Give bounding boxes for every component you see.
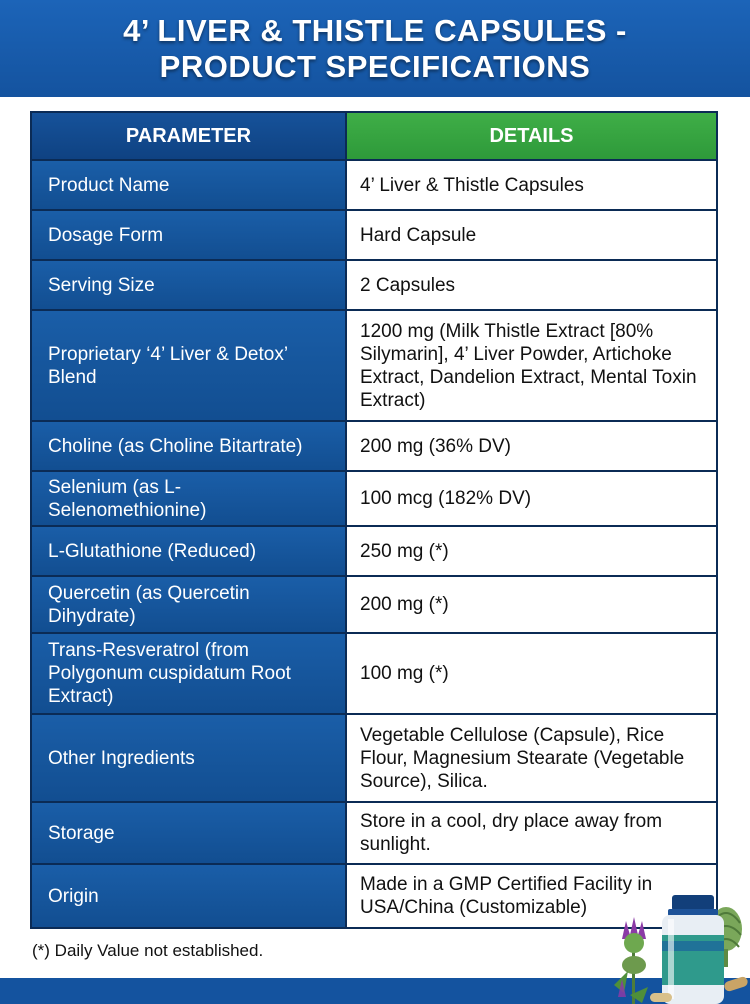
- parameter-cell: Serving Size: [32, 261, 347, 309]
- supplement-bottle-icon: [662, 895, 724, 1004]
- parameter-cell: Selenium (as L-Selenomethionine): [32, 472, 347, 525]
- table-row: [32, 577, 716, 634]
- table-row: [32, 527, 716, 577]
- page-title-line-1: 4’ LIVER & THISTLE CAPSULES -: [123, 12, 627, 48]
- parameter-cell: Origin: [32, 865, 347, 927]
- parameter-cell: Proprietary ‘4’ Liver & Detox’ Blend: [32, 311, 347, 420]
- product-bottle-illustration: [612, 895, 750, 1004]
- table-header-row: [32, 113, 716, 161]
- details-cell: Store in a cool, dry place away from sunlight.: [347, 803, 716, 863]
- details-cell: Made in a GMP Certified Facility in USA/China (Customizable): [347, 865, 716, 927]
- column-header-parameter: PARAMETER: [32, 113, 347, 159]
- details-cell: 200 mg (*): [347, 577, 716, 632]
- page-title-line-2: PRODUCT SPECIFICATIONS: [159, 48, 591, 84]
- thistle-flower-icon: [614, 917, 648, 1004]
- column-header-details: DETAILS: [347, 113, 716, 159]
- table-row: [32, 715, 716, 803]
- details-cell: Vegetable Cellulose (Capsule), Rice Flour, Magnesium Stearate (Vegetable Source), Silica.: [347, 715, 716, 801]
- table-row: [32, 803, 716, 865]
- footnote: (*) Daily Value not established.: [32, 941, 264, 960]
- details-cell: 4’ Liver & Thistle Capsules: [347, 161, 716, 209]
- table-row: [32, 311, 716, 422]
- details-cell: Hard Capsule: [347, 211, 716, 259]
- table-row: [32, 161, 716, 211]
- parameter-cell: Choline (as Choline Bitartrate): [32, 422, 347, 470]
- details-cell: 100 mg (*): [347, 634, 716, 713]
- page-header: [0, 0, 750, 97]
- table-row: [32, 634, 716, 715]
- spec-table: [30, 111, 718, 929]
- details-cell: 200 mg (36% DV): [347, 422, 716, 470]
- parameter-cell: Trans-Resveratrol (from Polygonum cuspidatum Root Extract): [32, 634, 347, 713]
- details-cell: 250 mg (*): [347, 527, 716, 575]
- parameter-cell: Dosage Form: [32, 211, 347, 259]
- parameter-cell: Other Ingredients: [32, 715, 347, 801]
- parameter-cell: L-Glutathione (Reduced): [32, 527, 347, 575]
- details-cell: 2 Capsules: [347, 261, 716, 309]
- table-row: [32, 261, 716, 311]
- details-cell: 1200 mg (Milk Thistle Extract [80% Silymarin], 4’ Liver Powder, Artichoke Extract, Dandelion Extract, Mental Toxin Extract): [347, 311, 716, 420]
- table-row: [32, 211, 716, 261]
- table-row: [32, 422, 716, 472]
- details-cell: 100 mcg (182% DV): [347, 472, 716, 525]
- parameter-cell: Storage: [32, 803, 347, 863]
- parameter-cell: Quercetin (as Quercetin Dihydrate): [32, 577, 347, 632]
- parameter-cell: Product Name: [32, 161, 347, 209]
- table-row: [32, 472, 716, 527]
